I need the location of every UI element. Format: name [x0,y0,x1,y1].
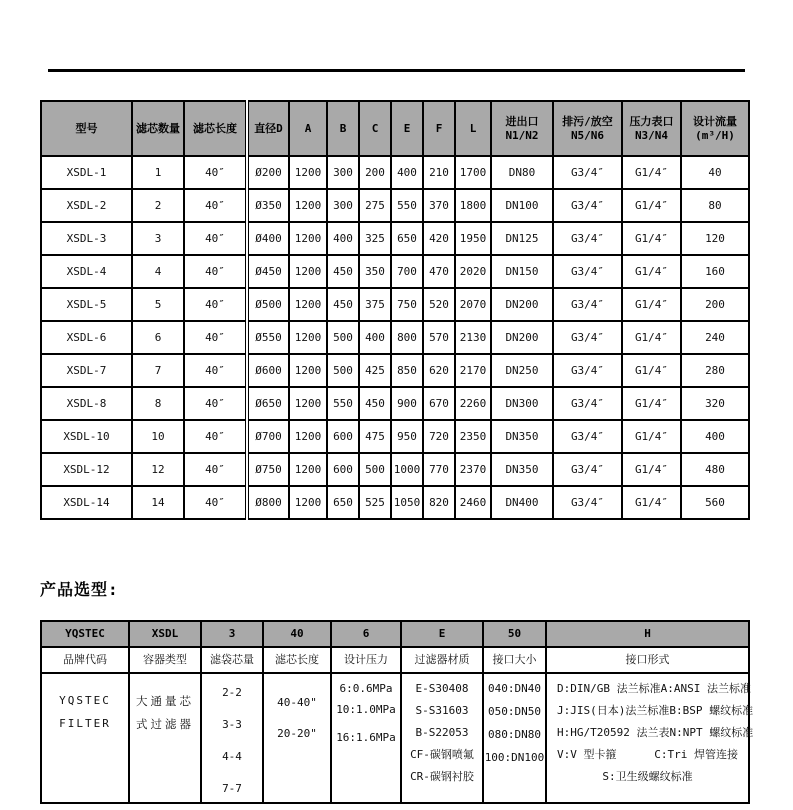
value-cell: 650 [327,486,359,519]
value-cell: Ø450 [247,255,289,288]
core-count-list [202,674,262,796]
label-cell: 接口形式 [546,647,749,673]
column-header-line: E [403,121,411,135]
value-cell: 40″ [184,222,247,255]
value-cell: G3/4″ [553,453,622,486]
value-cell: 2070 [455,288,491,321]
value-cell: 80 [681,189,749,222]
value-cell: 40″ [184,420,247,453]
value-cell: 1200 [289,156,327,189]
label-cell: 滤袋芯量 [201,647,263,673]
value-cell: 2460 [455,486,491,519]
column-header [184,101,247,156]
value-cell: DN100 [491,189,553,222]
table-row [41,222,749,255]
column-header-line: 型号 [75,121,98,135]
table-row [41,189,749,222]
port-form-item: D:DIN/GB 法兰标准 [557,682,661,695]
port-form-item: A:ANSI 法兰标准 [660,682,751,695]
value-cell: DN250 [491,354,553,387]
column-header-line: N1/N2 [505,128,539,142]
value-cell: 750 [391,288,423,321]
value-cell: 1200 [289,222,327,255]
value-cell: 2260 [455,387,491,420]
label-cell: 设计压力 [331,647,401,673]
value-cell: 4 [132,255,184,288]
value-cell: 450 [327,288,359,321]
value-cell: 40″ [184,321,247,354]
model-cell: XSDL-7 [41,354,132,387]
column-header [455,101,491,156]
value-cell: 2370 [455,453,491,486]
value-cell: DN200 [491,321,553,354]
table-row [41,321,749,354]
column-header [327,101,359,156]
value-cell: 2130 [455,321,491,354]
value-cell: 300 [327,156,359,189]
value-cell: 450 [359,387,391,420]
value-cell: 400 [327,222,359,255]
selection-table [40,620,754,804]
value-cell: G3/4″ [553,189,622,222]
port-size-item: 100:DN100 [484,751,545,764]
value-cell: DN350 [491,453,553,486]
value-cell: 670 [423,387,455,420]
value-cell: DN350 [491,420,553,453]
value-cell: 40″ [184,288,247,321]
column-header-line: N3/N4 [634,128,669,142]
value-cell: Ø750 [247,453,289,486]
column-header-line: L [469,121,477,135]
design-pressure-item: 16:1.6MPa [336,731,396,744]
value-cell: 120 [681,222,749,255]
core-count-item: 3-3 [222,718,242,731]
port-form-item: C:Tri 焊管连接 [654,748,738,761]
spec-table [40,100,750,520]
value-cell: Ø800 [247,486,289,519]
value-cell: 160 [681,255,749,288]
value-cell: 2170 [455,354,491,387]
value-cell: Ø400 [247,222,289,255]
design-pressure-item: 6:0.6MPa [339,682,393,695]
value-cell: G3/4″ [553,222,622,255]
material-item: CR-碳钢衬胶 [410,770,474,783]
value-cell: Ø350 [247,189,289,222]
port-size-list [484,674,545,765]
value-cell: 1200 [289,321,327,354]
cartridge-length-item: 20-20" [277,727,317,740]
value-cell: 900 [391,387,423,420]
model-cell: XSDL-1 [41,156,132,189]
value-cell: 1200 [289,255,327,288]
column-header-line: 压力表口 [629,114,674,128]
table-row [41,387,749,420]
code-cell: XSDL [129,621,201,647]
value-cell: Ø500 [247,288,289,321]
value-cell: 500 [327,354,359,387]
column-header-line: 排污/放空 [562,114,613,128]
value-cell: G1/4″ [622,354,681,387]
value-cell: 350 [359,255,391,288]
label-row [41,647,749,673]
column-header-line: 进出口 [505,114,539,128]
column-header-line: C [371,121,379,135]
value-cell: 650 [391,222,423,255]
value-cell: 2020 [455,255,491,288]
model-cell: XSDL-8 [41,387,132,420]
section-title: 产品选型: [40,580,119,599]
value-cell: 1200 [289,486,327,519]
column-header-line: B [339,121,347,135]
column-header-line: A [304,121,312,135]
model-cell: XSDL-4 [41,255,132,288]
brand-item: FILTER [59,717,111,730]
value-cell: 850 [391,354,423,387]
code-cell: 50 [483,621,546,647]
value-cell: DN125 [491,222,553,255]
value-cell: 5 [132,288,184,321]
material-cell [401,673,483,803]
model-cell: XSDL-2 [41,189,132,222]
port-form-item: B:BSP 螺纹标准 [669,704,754,717]
value-cell: G1/4″ [622,189,681,222]
port-form-item: V:V 型卡箍 [557,748,617,761]
horizontal-rule [48,69,745,72]
container-type-cell [129,673,201,803]
column-header [553,101,622,156]
selection-body-row [41,673,749,803]
column-header [423,101,455,156]
port-form-item: N:NPT 螺纹标准 [669,726,754,739]
model-cell: XSDL-12 [41,453,132,486]
value-cell: G1/4″ [622,222,681,255]
port-form-pair [557,682,751,696]
value-cell: 600 [327,420,359,453]
port-size-item: 080:DN80 [488,728,541,741]
port-size-item: 040:DN40 [488,682,541,695]
value-cell: G1/4″ [622,420,681,453]
port-form-pair [557,748,738,762]
column-header [289,101,327,156]
material-list [402,674,482,784]
value-cell: 40″ [184,354,247,387]
column-header [622,101,681,156]
value-cell: Ø650 [247,387,289,420]
value-cell: 560 [681,486,749,519]
header-row [41,101,749,156]
value-cell: G3/4″ [553,288,622,321]
code-cell: E [401,621,483,647]
value-cell: 1 [132,156,184,189]
value-cell: 475 [359,420,391,453]
table-row [41,354,749,387]
port-form-footer: S:卫生级螺纹标准 [602,770,693,783]
value-cell: 620 [423,354,455,387]
value-cell: 1800 [455,189,491,222]
table-row [41,486,749,519]
core-count-item: 7-7 [222,782,242,795]
label-cell: 过滤器材质 [401,647,483,673]
material-item: E-S30408 [415,682,469,695]
value-cell: G1/4″ [622,387,681,420]
value-cell: 500 [359,453,391,486]
port-size-item: 050:DN50 [488,705,541,718]
value-cell: G3/4″ [553,321,622,354]
spec-table-header [41,101,749,156]
value-cell: 400 [359,321,391,354]
model-cell: XSDL-10 [41,420,132,453]
value-cell: 400 [391,156,423,189]
value-cell: 525 [359,486,391,519]
value-cell: DN150 [491,255,553,288]
port-form-cell [546,673,754,803]
label-cell: 接口大小 [483,647,546,673]
label-cell: 滤芯长度 [263,647,331,673]
value-cell: Ø550 [247,321,289,354]
column-header [391,101,423,156]
value-cell: 1200 [289,189,327,222]
value-cell: 10 [132,420,184,453]
code-cell: 3 [201,621,263,647]
value-cell: 8 [132,387,184,420]
value-cell: 40″ [184,453,247,486]
value-cell: DN400 [491,486,553,519]
port-form-item: J:JIS(日本)法兰标准 [557,704,670,717]
code-cell: YQSTEC [41,621,129,647]
cartridge-length-cell [263,673,331,803]
value-cell: 1950 [455,222,491,255]
value-cell: 275 [359,189,391,222]
value-cell: 40″ [184,189,247,222]
value-cell: G1/4″ [622,288,681,321]
model-cell: XSDL-6 [41,321,132,354]
value-cell: 12 [132,453,184,486]
value-cell: G3/4″ [553,156,622,189]
table-row [41,255,749,288]
value-cell: 570 [423,321,455,354]
value-cell: 470 [423,255,455,288]
value-cell: Ø600 [247,354,289,387]
code-cell: 40 [263,621,331,647]
port-size-cell [483,673,546,803]
value-cell: 425 [359,354,391,387]
value-cell: G3/4″ [553,387,622,420]
value-cell: 40″ [184,156,247,189]
column-header [491,101,553,156]
column-header-line: 滤芯数量 [136,121,180,135]
value-cell: 40″ [184,387,247,420]
value-cell: 40″ [184,255,247,288]
value-cell: 1200 [289,288,327,321]
value-cell: 1200 [289,387,327,420]
port-form-pair [557,704,754,718]
column-header-line: 滤芯长度 [193,121,237,135]
column-header-line: 设计流量 [693,114,737,128]
value-cell: DN200 [491,288,553,321]
model-cell: XSDL-3 [41,222,132,255]
value-cell: 1200 [289,354,327,387]
material-item: B-S22053 [415,726,469,739]
column-header [41,101,132,156]
model-cell: XSDL-5 [41,288,132,321]
column-header [359,101,391,156]
value-cell: 1050 [391,486,423,519]
value-cell: G3/4″ [553,354,622,387]
code-row [41,621,749,647]
container-type-item: 式过滤器 [136,717,194,731]
column-header-line: (m³/H) [695,128,735,142]
core-count-cell [201,673,263,803]
table-row [41,156,749,189]
code-cell: 6 [331,621,401,647]
value-cell: 300 [327,189,359,222]
design-pressure-cell [331,673,401,803]
value-cell: 200 [359,156,391,189]
column-header-line: F [435,121,443,135]
value-cell: 1700 [455,156,491,189]
value-cell: G1/4″ [622,321,681,354]
brand-cell [41,673,129,803]
value-cell: DN80 [491,156,553,189]
value-cell: 370 [423,189,455,222]
value-cell: 40″ [184,486,247,519]
value-cell: 210 [423,156,455,189]
value-cell: 1200 [289,453,327,486]
material-item: CF-碳钢喷氟 [410,748,474,761]
value-cell: G3/4″ [553,255,622,288]
value-cell: 520 [423,288,455,321]
column-header [132,101,184,156]
value-cell: 200 [681,288,749,321]
table-row [41,420,749,453]
value-cell: 770 [423,453,455,486]
value-cell: 600 [327,453,359,486]
value-cell: 325 [359,222,391,255]
value-cell: 950 [391,420,423,453]
value-cell: 1000 [391,453,423,486]
table-row [41,288,749,321]
spec-table-body [41,156,749,519]
brand-list [42,674,128,731]
value-cell: 3 [132,222,184,255]
port-form-item: H:HG/T20592 法兰表 [557,726,670,739]
material-item: S-S31603 [415,704,469,717]
value-cell: 500 [327,321,359,354]
value-cell: 375 [359,288,391,321]
value-cell: 14 [132,486,184,519]
value-cell: 240 [681,321,749,354]
container-type-item: 大通量芯 [136,694,194,708]
value-cell: 400 [681,420,749,453]
column-header [681,101,749,156]
code-cell: H [546,621,749,647]
value-cell: 450 [327,255,359,288]
value-cell: G1/4″ [622,255,681,288]
port-form-list [547,674,754,784]
value-cell: Ø700 [247,420,289,453]
value-cell: 550 [391,189,423,222]
column-header-line: 直径D [254,121,283,135]
value-cell: 550 [327,387,359,420]
value-cell: 720 [423,420,455,453]
label-cell: 容器类型 [129,647,201,673]
value-cell: G1/4″ [622,453,681,486]
container-type-list [130,674,200,731]
core-count-item: 4-4 [222,750,242,763]
value-cell: 1200 [289,420,327,453]
label-cell: 品牌代码 [41,647,129,673]
value-cell: 2350 [455,420,491,453]
cartridge-length-item: 40-40" [277,696,317,709]
value-cell: G1/4″ [622,156,681,189]
value-cell: 820 [423,486,455,519]
column-header-line: N5/N6 [570,128,605,142]
port-form-pair [557,726,754,740]
brand-item: YQSTEC [59,694,111,707]
model-cell: XSDL-14 [41,486,132,519]
value-cell: Ø200 [247,156,289,189]
value-cell: 800 [391,321,423,354]
value-cell: 320 [681,387,749,420]
value-cell: 2 [132,189,184,222]
value-cell: G3/4″ [553,486,622,519]
value-cell: 40 [681,156,749,189]
column-header [247,101,289,156]
value-cell: 420 [423,222,455,255]
value-cell: 280 [681,354,749,387]
cartridge-length-list [264,674,330,741]
value-cell: 7 [132,354,184,387]
value-cell: 480 [681,453,749,486]
design-pressure-list [332,674,400,745]
value-cell: DN300 [491,387,553,420]
core-count-item: 2-2 [222,686,242,699]
table-row [41,453,749,486]
value-cell: 6 [132,321,184,354]
design-pressure-item: 10:1.0MPa [336,703,396,716]
value-cell: 700 [391,255,423,288]
value-cell: G3/4″ [553,420,622,453]
value-cell: G1/4″ [622,486,681,519]
